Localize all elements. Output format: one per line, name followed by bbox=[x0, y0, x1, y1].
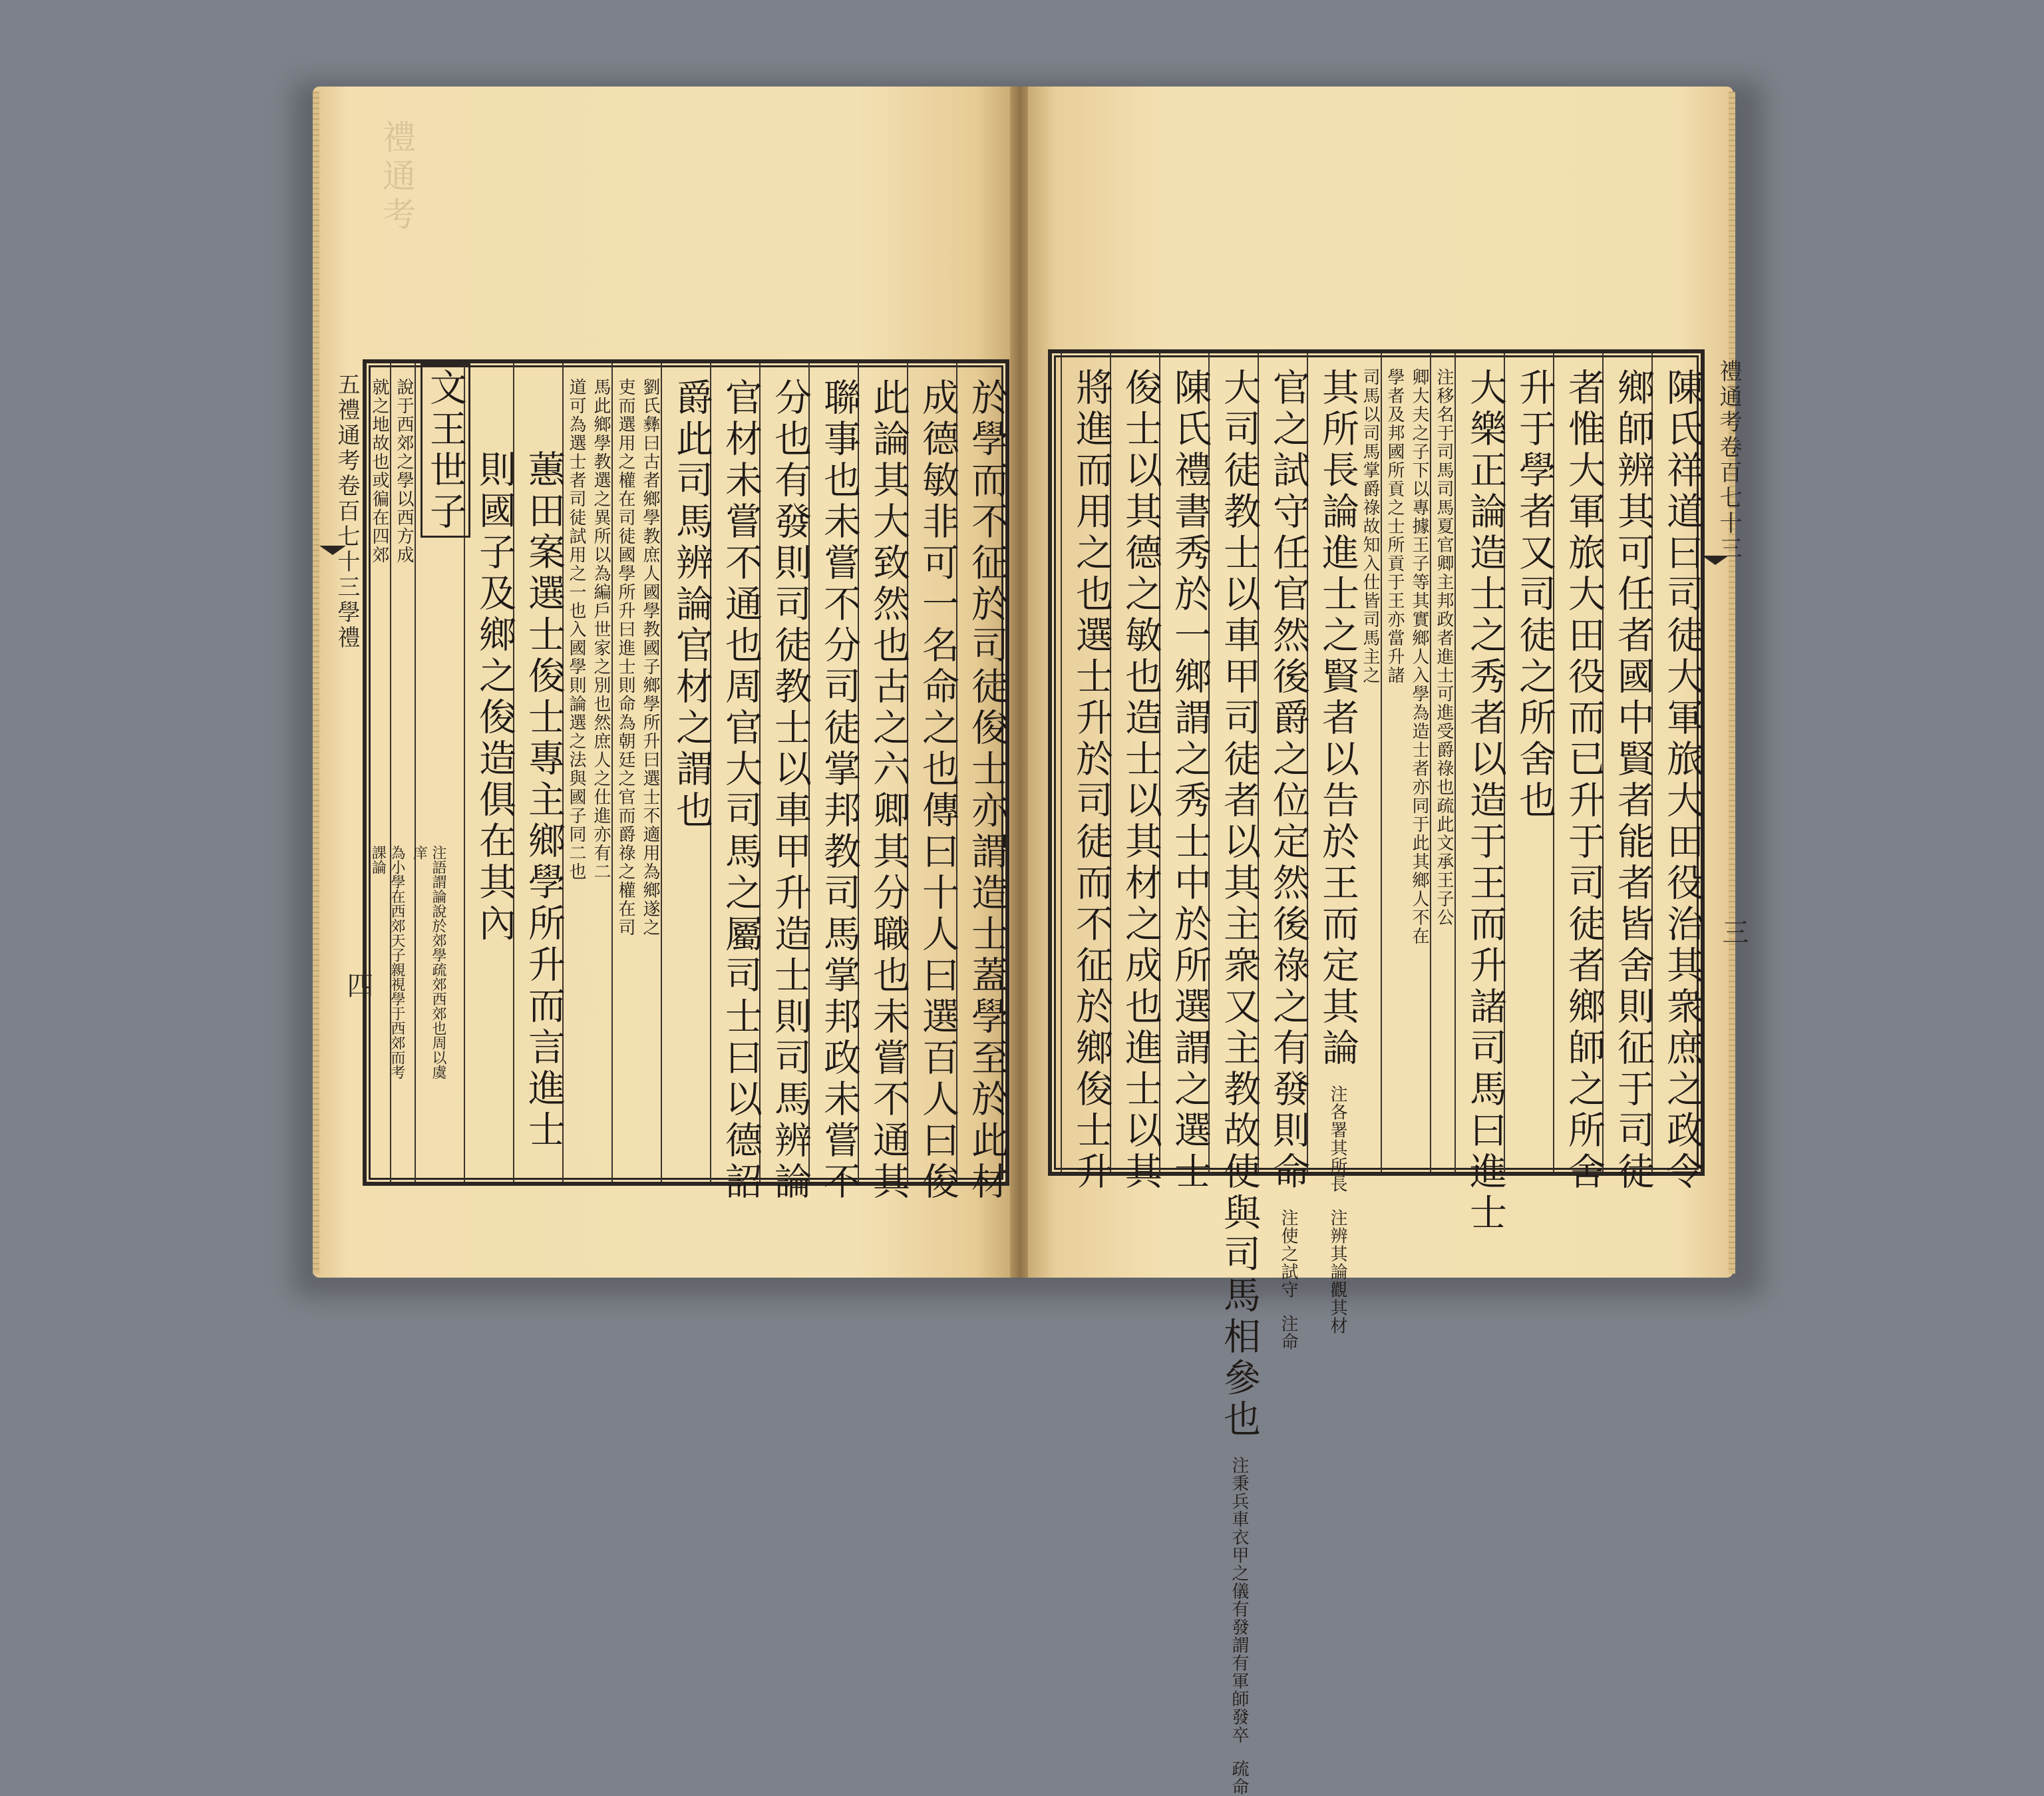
inline-note-d: 注命 bbox=[1278, 1314, 1298, 1351]
left-banxin-title: 五禮通考卷百七十三學禮 bbox=[333, 373, 360, 651]
right-page-number: 三 bbox=[1718, 918, 1749, 948]
left-col-3: 此論其大致然也古之六卿其分職也未嘗不通其 bbox=[858, 363, 907, 1182]
right-note-1: 注移名于司馬司馬夏官卿主邦政者進士可進受爵祿也疏此文承王子公 bbox=[1430, 353, 1454, 1172]
right-col-9 bbox=[1208, 353, 1261, 1796]
left-col-6: 官材未嘗不通也周官大司馬之屬司士曰以德詔 bbox=[710, 363, 759, 1182]
left-commentary-2: 吏而選用之權在司徒國學所升曰進士則命為朝廷之官而爵祿之權在司 bbox=[615, 378, 635, 937]
right-col-3: 者惟大軍旅大田役而已升于司徒者鄉師之所舍 bbox=[1553, 353, 1602, 1172]
inline-note-e: 注秉兵車衣甲之儀有發謂有軍師發卒 bbox=[1229, 1456, 1249, 1744]
right-banxin-title: 禮通考卷百七十三 bbox=[1715, 359, 1742, 562]
inline-note-a: 注各署其所長 bbox=[1327, 1085, 1347, 1193]
right-fishtail-mark bbox=[1702, 556, 1729, 576]
right-col-7-text: 其所長論進士之賢者以告於王而定其論 bbox=[1316, 368, 1359, 1069]
inline-note-c: 注使之試守 bbox=[1278, 1208, 1298, 1299]
left-col-9: 則國子及鄉之俊造俱在其內 bbox=[464, 363, 513, 1182]
right-col-8-text: 官之試守任官然後爵之位定然後祿之有發則命 bbox=[1267, 368, 1310, 1193]
right-col-9-text: 大司徒教士以車甲司徒者以其主衆又主教故使與司馬相參也 bbox=[1218, 368, 1261, 1441]
left-col-7: 爵此司馬辨論官材之謂也 bbox=[661, 363, 710, 1182]
right-col-4: 升于學者又司徒之所舍也 bbox=[1504, 353, 1553, 1172]
left-commentary-1: 劉氏彝曰古者鄉學教庶人國學教國子鄉學所升曰選士不適用為鄉遂之 bbox=[611, 363, 661, 1182]
right-note-2: 卿大夫之子下以專據王子等其實鄉人入學為造士者亦同于此其鄉人不在 bbox=[1409, 368, 1429, 946]
left-col-4: 聯事也未嘗不分司徒掌邦教司馬掌邦政未嘗不 bbox=[808, 363, 858, 1182]
right-note-3: 學者及邦國所貢之士所貢于王亦當升諸 bbox=[1381, 353, 1405, 1172]
right-col-8 bbox=[1258, 353, 1310, 1351]
left-commentary-3: 馬此鄉學教選之異所以為編戶世家之別也然庶人之仕進亦有二 bbox=[562, 363, 611, 1182]
right-text-block bbox=[1048, 349, 1705, 1796]
left-jiao-note-1: 說于西郊之學以西方成 bbox=[390, 363, 415, 1182]
wenwang-title-box: 文王世子 bbox=[421, 363, 470, 538]
left-col-5: 分也有發則司徒教士以車甲升造士則司馬辨論 bbox=[759, 363, 808, 1182]
right-col-10: 陳氏禮書秀於一鄉謂之秀士中於所選謂之選士 bbox=[1159, 353, 1208, 1172]
left-text-block bbox=[363, 359, 1009, 1203]
book-gutter bbox=[1010, 87, 1030, 1278]
left-col-8: 蕙田案選士俊士專主鄉學所升而言進士 bbox=[513, 363, 562, 1182]
right-col-2: 鄉師辨其可任者國中賢者能者皆舍則征于司徒 bbox=[1602, 353, 1651, 1172]
inline-note-f: 疏命 bbox=[1229, 1759, 1249, 1796]
showthrough-text: 禮通考 bbox=[377, 120, 416, 236]
left-col-2: 成德敏非可一名命之也傳曰十人曰選百人曰俊 bbox=[907, 363, 956, 1182]
left-page-number: 四 bbox=[343, 972, 373, 1001]
inline-note-b: 注辨其論觀其材 bbox=[1327, 1208, 1347, 1335]
left-jiao-note-4: 為小學在西郊天子親視學于西郊而考課論 bbox=[369, 845, 405, 1079]
right-col-12: 將進而用之也選士升於司徒而不征於鄉俊士升 bbox=[1061, 353, 1110, 1172]
left-jiao-note-2: 就之地故也或徧在四郊 bbox=[369, 378, 389, 564]
left-col-1: 於學而不征於司徒俊士亦謂造士蓋學至於此材 bbox=[956, 363, 1005, 1182]
left-jiao-note-3: 注語謂論說於郊學疏郊西郊也周以虞庠 bbox=[411, 845, 446, 1079]
right-note-4: 司馬以司馬掌爵祿故知入仕皆司馬主之 bbox=[1360, 368, 1380, 685]
left-fishtail-mark bbox=[319, 546, 346, 566]
right-col-5: 大樂正論造士之秀者以造于王而升諸司馬曰進士 bbox=[1454, 353, 1504, 1172]
right-col-11: 俊士以其德之敏也造士以其材之成也進士以其 bbox=[1110, 353, 1159, 1172]
right-col-1: 陳氏祥道曰司徒大軍旅大田役治其衆庶之政令 bbox=[1651, 353, 1701, 1172]
left-commentary-4: 道可為選士者司徒試用之一也入國學則論選之法與國子同二也 bbox=[566, 378, 586, 881]
right-col-7 bbox=[1307, 353, 1359, 1335]
